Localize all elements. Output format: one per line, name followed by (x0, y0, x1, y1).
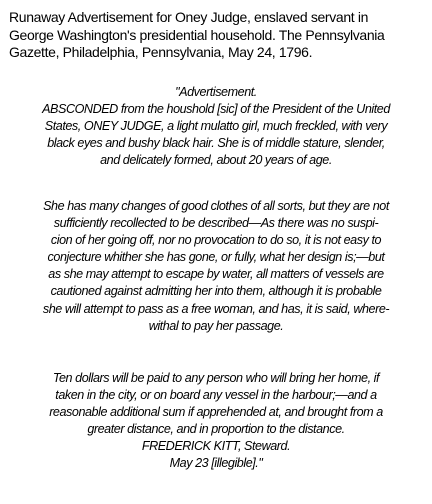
document-caption: Runaway Advertisement for Oney Judge, enslaved servant in George Washington's presidential household. The Pennsylvania Gazette, Philadelphia, Pennsylvania, May 24, 1796. (9, 9, 385, 60)
advertisement-heading-paragraph: "Advertisement. ABSCONDED from the houshold [sic] of the President of the United States, ONEY JUDGE, a light mulatto girl, much freckled, with very black eyes and bushy black hair. She is of middle stature, slender, and delicately formed, about 20 years of age. (42, 85, 390, 168)
advertisement-paragraph-clothes: She has many changes of good clothes of all sorts, but they are not sufficiently recollected to be described—As there was no suspi- cion of her going off, nor no provocation to do so, it is not easy to conjecture whither she has gone, or fully, what her design is;—but as she may attempt to escape by water, all matters of vessels are cautioned against admitting her into them, although it is probable she will attempt to pass as a free woman, and has, it is said, where- withal to pay her passage. (42, 199, 390, 333)
advertisement-paragraph-reward: Ten dollars will be paid to any person who will bring her home, if taken in the city, or on board any vessel in the harbour;—and a reasonable additional sum if apprehended at, and brought from a greater distance, and in proportion to the distance. FREDERICK KITT, Steward. May 23 [illegible]." (49, 371, 383, 471)
